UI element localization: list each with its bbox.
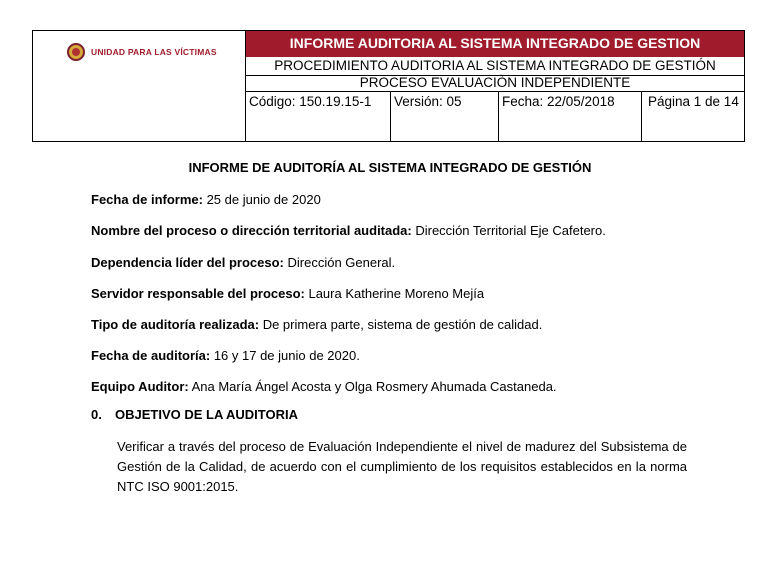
header-title: INFORME AUDITORIA AL SISTEMA INTEGRADO DE GESTION bbox=[246, 31, 744, 57]
document-title: INFORME DE AUDITORÍA AL SISTEMA INTEGRADO DE GESTIÓN bbox=[188, 160, 592, 175]
field-audit-date: Fecha de auditoría: 16 y 17 de junio de 2020. bbox=[91, 348, 360, 363]
header-date: Fecha: 22/05/2018 bbox=[499, 92, 642, 141]
header-code: Código: 150.19.15-1 bbox=[246, 92, 391, 141]
header-info-cell bbox=[246, 31, 745, 142]
field-lead-unit: Dependencia líder del proceso: Dirección General. bbox=[91, 255, 396, 270]
logo bbox=[67, 43, 217, 61]
header-process: PROCESO EVALUACIÒN INDEPENDIENTE bbox=[246, 76, 744, 92]
field-process-name: Nombre del proceso o dirección territorial auditada: Dirección Territorial Eje Cafetero. bbox=[91, 223, 606, 238]
header-page: Página 1 de 14 bbox=[648, 94, 739, 109]
section-heading bbox=[91, 407, 298, 422]
section-number: 0. bbox=[91, 407, 102, 422]
section-body: Verificar a través del proceso de Evaluación Independiente el nivel de madurez del Subsistema de Gestión de la Calidad, de acuerdo con el cumplimiento de los requisitos establecidos en la norma NTC ISO 9001:2015. bbox=[117, 439, 687, 494]
header-meta-row bbox=[246, 92, 744, 141]
document-header bbox=[32, 30, 745, 142]
header-procedure: PROCEDIMIENTO AUDITORIA AL SISTEMA INTEGRADO DE GESTIÓN bbox=[246, 57, 744, 76]
field-audit-type: Tipo de auditoría realizada: De primera parte, sistema de gestión de calidad. bbox=[91, 317, 543, 332]
seal-icon bbox=[67, 43, 85, 61]
header-version: Versión: 05 bbox=[391, 92, 499, 141]
field-responsible: Servidor responsable del proceso: Laura Katherine Moreno Mejía bbox=[91, 286, 485, 301]
logo-cell bbox=[33, 31, 246, 142]
field-report-date: Fecha de informe: 25 de junio de 2020 bbox=[91, 192, 321, 207]
logo-text: UNIDAD PARA LAS VÍCTIMAS bbox=[91, 47, 217, 57]
field-audit-team: Equipo Auditor: Ana María Ángel Acosta y Olga Rosmery Ahumada Castaneda. bbox=[91, 379, 557, 394]
section-title: OBJETIVO DE LA AUDITORIA bbox=[115, 407, 298, 422]
